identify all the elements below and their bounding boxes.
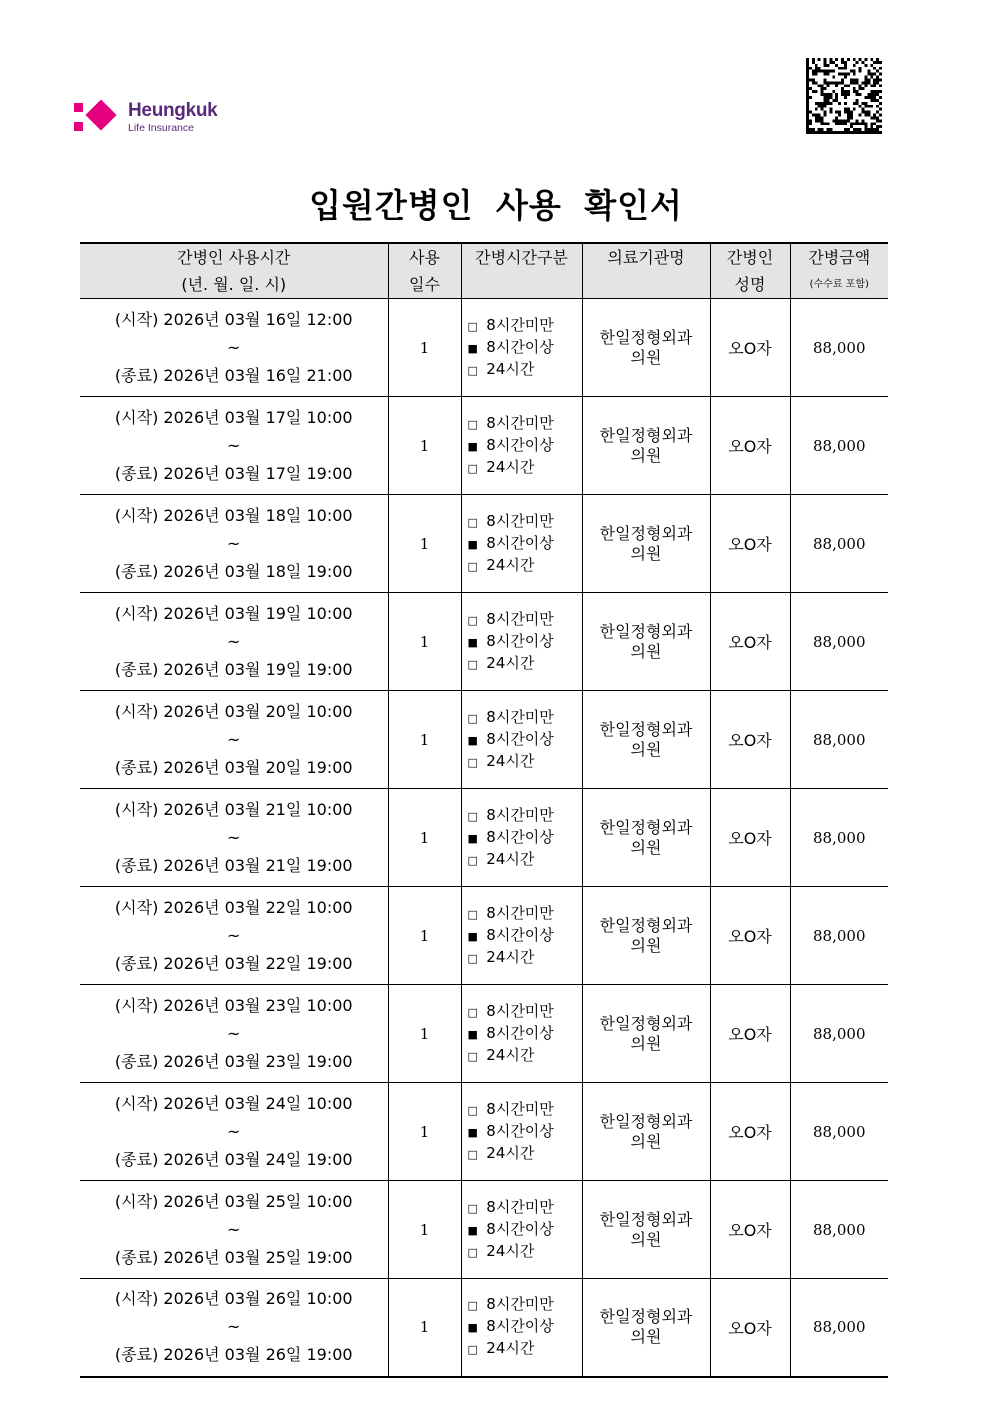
category-cell — [461, 887, 582, 985]
amount-cell: 88,000 — [790, 1083, 888, 1181]
checkbox-icon: ■ — [467, 635, 478, 649]
category-option-label: 24시간 — [486, 849, 535, 868]
category-cell — [461, 1083, 582, 1181]
category-option — [468, 1045, 582, 1067]
category-option — [468, 609, 582, 631]
period-cell — [80, 495, 388, 593]
category-option — [468, 435, 582, 457]
category-option-label: 8시간이상 — [486, 337, 554, 356]
checkbox-icon: ■ — [467, 1321, 478, 1335]
header-days: 사용 일수 — [388, 243, 461, 299]
datamatrix-barcode — [805, 58, 883, 134]
category-option-label: 8시간미만 — [486, 315, 554, 334]
category-option-label: 8시간이상 — [486, 925, 554, 944]
category-option — [468, 1001, 582, 1023]
category-option — [468, 903, 582, 925]
caregiver-name-cell: 오O자 — [710, 789, 790, 887]
category-option — [468, 631, 582, 653]
table-row — [80, 789, 888, 887]
period-cell — [80, 1181, 388, 1279]
start-time: (시작) 2026년 03월 25일 10:00 — [114, 1191, 353, 1211]
end-time: (종료) 2026년 03월 20일 19:00 — [114, 757, 353, 777]
category-option — [468, 337, 582, 359]
checkbox-icon: □ — [467, 1005, 478, 1019]
start-time: (시작) 2026년 03월 26일 10:00 — [114, 1289, 353, 1309]
category-option — [468, 805, 582, 827]
period-separator: ~ — [227, 729, 241, 749]
period-cell — [80, 985, 388, 1083]
category-option — [468, 1219, 582, 1241]
checkbox-icon: □ — [467, 1245, 478, 1259]
category-cell — [461, 1279, 582, 1377]
category-option — [468, 1241, 582, 1263]
category-option-label: 24시간 — [486, 653, 535, 672]
category-option-label: 8시간미만 — [486, 1295, 554, 1314]
category-option-label: 8시간이상 — [486, 631, 554, 650]
category-option-label: 8시간미만 — [486, 1099, 554, 1118]
caregiver-name-cell: 오O자 — [710, 985, 790, 1083]
category-option — [468, 555, 582, 577]
table-row — [80, 495, 888, 593]
end-time: (종료) 2026년 03월 22일 19:00 — [114, 953, 353, 973]
table-row — [80, 397, 888, 495]
period-separator: ~ — [227, 925, 241, 945]
checkbox-icon: ■ — [467, 1223, 478, 1237]
end-time: (종료) 2026년 03월 18일 19:00 — [114, 561, 353, 581]
checkbox-icon: ■ — [467, 1125, 478, 1139]
checkbox-icon: □ — [467, 1147, 478, 1161]
category-option-label: 24시간 — [486, 1045, 535, 1064]
caregiver-name-cell: 오O자 — [710, 299, 790, 397]
category-option-label: 24시간 — [486, 1143, 535, 1162]
period-cell — [80, 1279, 388, 1377]
checkbox-icon: □ — [467, 951, 478, 965]
category-option — [468, 751, 582, 773]
table-row — [80, 1279, 888, 1377]
checkbox-icon: ■ — [467, 929, 478, 943]
days-cell: 1 — [388, 299, 461, 397]
category-option-label: 8시간이상 — [486, 1023, 554, 1042]
header-period: 간병인 사용시간 (년. 월. 일. 시) — [80, 243, 388, 299]
hospital-cell: 한일정형외과 의원 — [582, 397, 710, 495]
logo-subtitle: Life Insurance — [128, 122, 194, 134]
checkbox-icon: □ — [467, 853, 478, 867]
checkbox-icon: ■ — [467, 439, 478, 453]
period-cell — [80, 299, 388, 397]
period-separator: ~ — [227, 1219, 241, 1239]
category-cell — [461, 985, 582, 1083]
category-option — [468, 1121, 582, 1143]
category-option — [468, 707, 582, 729]
document-title: 입원간병인 사용 확인서 — [309, 186, 683, 225]
hospital-cell: 한일정형외과 의원 — [582, 1083, 710, 1181]
end-time: (종료) 2026년 03월 24일 19:00 — [114, 1149, 353, 1169]
days-cell: 1 — [388, 691, 461, 789]
category-option — [468, 359, 582, 381]
caregiver-name-cell: 오O자 — [710, 495, 790, 593]
hospital-cell: 한일정형외과 의원 — [582, 789, 710, 887]
amount-cell: 88,000 — [790, 299, 888, 397]
start-time: (시작) 2026년 03월 17일 10:00 — [114, 407, 353, 427]
category-option-label: 8시간미만 — [486, 413, 554, 432]
period-separator: ~ — [227, 1023, 241, 1043]
days-cell: 1 — [388, 1181, 461, 1279]
category-option — [468, 1023, 582, 1045]
category-option-label: 24시간 — [486, 947, 535, 966]
start-time: (시작) 2026년 03월 24일 10:00 — [114, 1093, 353, 1113]
start-time: (시작) 2026년 03월 18일 10:00 — [114, 505, 353, 525]
category-option — [468, 533, 582, 555]
checkbox-icon: □ — [467, 657, 478, 671]
category-option-label: 8시간이상 — [486, 533, 554, 552]
checkbox-icon: ■ — [467, 733, 478, 747]
amount-cell: 88,000 — [790, 887, 888, 985]
days-cell: 1 — [388, 397, 461, 495]
amount-cell: 88,000 — [790, 495, 888, 593]
period-separator: ~ — [227, 1121, 241, 1141]
hospital-cell: 한일정형외과 의원 — [582, 691, 710, 789]
category-option-label: 24시간 — [486, 751, 535, 770]
caregiver-name-cell: 오O자 — [710, 1083, 790, 1181]
checkbox-icon: ■ — [467, 831, 478, 845]
end-time: (종료) 2026년 03월 16일 21:00 — [114, 365, 353, 385]
category-option-label: 8시간이상 — [486, 1219, 554, 1238]
period-separator: ~ — [227, 533, 241, 553]
checkbox-icon: □ — [467, 755, 478, 769]
start-time: (시작) 2026년 03월 20일 10:00 — [114, 701, 353, 721]
end-time: (종료) 2026년 03월 25일 19:00 — [114, 1247, 353, 1267]
period-separator: ~ — [227, 1317, 241, 1337]
period-cell — [80, 887, 388, 985]
hospital-cell: 한일정형외과 의원 — [582, 1279, 710, 1377]
category-option — [468, 925, 582, 947]
hospital-cell: 한일정형외과 의원 — [582, 299, 710, 397]
category-option-label: 8시간미만 — [486, 805, 554, 824]
category-option-label: 8시간이상 — [486, 1121, 554, 1140]
category-option — [468, 1143, 582, 1165]
table-row — [80, 691, 888, 789]
caregiver-name-cell: 오O자 — [710, 1279, 790, 1377]
days-cell: 1 — [388, 1279, 461, 1377]
checkbox-icon: □ — [467, 1299, 478, 1313]
checkbox-icon: □ — [467, 711, 478, 725]
days-cell: 1 — [388, 1083, 461, 1181]
end-time: (종료) 2026년 03월 17일 19:00 — [114, 463, 353, 483]
category-option — [468, 947, 582, 969]
checkbox-icon: □ — [467, 417, 478, 431]
category-option-label: 8시간이상 — [486, 827, 554, 846]
category-option — [468, 457, 582, 479]
start-time: (시작) 2026년 03월 22일 10:00 — [114, 897, 353, 917]
category-option — [468, 1099, 582, 1121]
period-cell — [80, 789, 388, 887]
period-cell — [80, 397, 388, 495]
category-option — [468, 1294, 582, 1316]
amount-cell: 88,000 — [790, 1181, 888, 1279]
days-cell: 1 — [388, 985, 461, 1083]
category-cell — [461, 299, 582, 397]
hospital-cell: 한일정형외과 의원 — [582, 887, 710, 985]
period-cell — [80, 691, 388, 789]
end-time: (종료) 2026년 03월 21일 19:00 — [114, 855, 353, 875]
period-separator: ~ — [227, 631, 241, 651]
checkbox-icon: □ — [467, 363, 478, 377]
checkbox-icon: □ — [467, 515, 478, 529]
category-option-label: 8시간미만 — [486, 609, 554, 628]
end-time: (종료) 2026년 03월 19일 19:00 — [114, 659, 353, 679]
caregiver-name-cell: 오O자 — [710, 691, 790, 789]
header-category: 간병시간구분 — [461, 243, 582, 299]
checkbox-icon: □ — [467, 1103, 478, 1117]
table-row — [80, 887, 888, 985]
category-option-label: 8시간미만 — [486, 1001, 554, 1020]
category-option-label: 24시간 — [486, 1339, 535, 1358]
checkbox-icon: ■ — [467, 341, 478, 355]
amount-cell: 88,000 — [790, 593, 888, 691]
checkbox-icon: □ — [467, 559, 478, 573]
category-cell — [461, 397, 582, 495]
category-option-label: 8시간이상 — [486, 729, 554, 748]
period-separator: ~ — [227, 337, 241, 357]
checkbox-icon: ■ — [467, 1027, 478, 1041]
checkbox-icon: □ — [467, 809, 478, 823]
caregiver-name-cell: 오O자 — [710, 887, 790, 985]
category-option-label: 24시간 — [486, 1241, 535, 1260]
category-option-label: 24시간 — [486, 555, 535, 574]
category-option — [468, 1316, 582, 1338]
checkbox-icon: □ — [467, 907, 478, 921]
start-time: (시작) 2026년 03월 21일 10:00 — [114, 799, 353, 819]
period-separator: ~ — [227, 827, 241, 847]
table-row — [80, 1181, 888, 1279]
amount-cell: 88,000 — [790, 1279, 888, 1377]
end-time: (종료) 2026년 03월 23일 19:00 — [114, 1051, 353, 1071]
checkbox-icon: □ — [467, 613, 478, 627]
category-option — [468, 315, 582, 337]
start-time: (시작) 2026년 03월 23일 10:00 — [114, 995, 353, 1015]
category-option-label: 8시간미만 — [486, 903, 554, 922]
category-option — [468, 729, 582, 751]
caregiver-name-cell: 오O자 — [710, 593, 790, 691]
category-option-label: 24시간 — [486, 457, 535, 476]
category-cell — [461, 495, 582, 593]
start-time: (시작) 2026년 03월 16일 12:00 — [114, 309, 353, 329]
end-time: (종료) 2026년 03월 26일 19:00 — [114, 1345, 353, 1365]
category-option — [468, 1338, 582, 1360]
start-time: (시작) 2026년 03월 19일 10:00 — [114, 603, 353, 623]
hospital-cell: 한일정형외과 의원 — [582, 495, 710, 593]
hospital-cell: 한일정형외과 의원 — [582, 1181, 710, 1279]
checkbox-icon: □ — [467, 319, 478, 333]
category-cell — [461, 691, 582, 789]
caregiver-name-cell: 오O자 — [710, 1181, 790, 1279]
category-option — [468, 413, 582, 435]
category-option-label: 8시간미만 — [486, 1197, 554, 1216]
category-option-label: 8시간이상 — [486, 435, 554, 454]
checkbox-icon: □ — [467, 1201, 478, 1215]
category-cell — [461, 593, 582, 691]
table-row — [80, 593, 888, 691]
category-option — [468, 849, 582, 871]
days-cell: 1 — [388, 495, 461, 593]
category-option-label: 8시간미만 — [486, 511, 554, 530]
logo-name: Heungkuk — [128, 100, 218, 121]
days-cell: 1 — [388, 593, 461, 691]
caregiver-name-cell: 오O자 — [710, 397, 790, 495]
period-separator: ~ — [227, 435, 241, 455]
hospital-cell: 한일정형외과 의원 — [582, 985, 710, 1083]
table-row — [80, 985, 888, 1083]
header-caregiver-name: 간병인 성명 — [710, 243, 790, 299]
amount-cell: 88,000 — [790, 789, 888, 887]
amount-cell: 88,000 — [790, 691, 888, 789]
table-header-row — [80, 243, 888, 299]
category-option — [468, 653, 582, 675]
days-cell: 1 — [388, 887, 461, 985]
category-option — [468, 511, 582, 533]
hospital-cell: 한일정형외과 의원 — [582, 593, 710, 691]
category-option — [468, 1197, 582, 1219]
period-cell — [80, 1083, 388, 1181]
checkbox-icon: □ — [467, 1049, 478, 1063]
category-option-label: 24시간 — [486, 359, 535, 378]
caregiver-usage-table — [80, 242, 888, 1378]
header-hospital: 의료기관명 — [582, 243, 710, 299]
category-cell — [461, 789, 582, 887]
table-row — [80, 1083, 888, 1181]
company-logo — [74, 100, 244, 136]
checkbox-icon: ■ — [467, 537, 478, 551]
category-option-label: 8시간미만 — [486, 707, 554, 726]
period-cell — [80, 593, 388, 691]
checkbox-icon: □ — [467, 461, 478, 475]
amount-cell: 88,000 — [790, 397, 888, 495]
checkbox-icon: □ — [467, 1343, 478, 1357]
amount-cell: 88,000 — [790, 985, 888, 1083]
table-row — [80, 299, 888, 397]
header-amount: 간병금액 (수수료 포함) — [790, 243, 888, 299]
category-option — [468, 827, 582, 849]
category-option-label: 8시간이상 — [486, 1317, 554, 1336]
days-cell: 1 — [388, 789, 461, 887]
category-cell — [461, 1181, 582, 1279]
